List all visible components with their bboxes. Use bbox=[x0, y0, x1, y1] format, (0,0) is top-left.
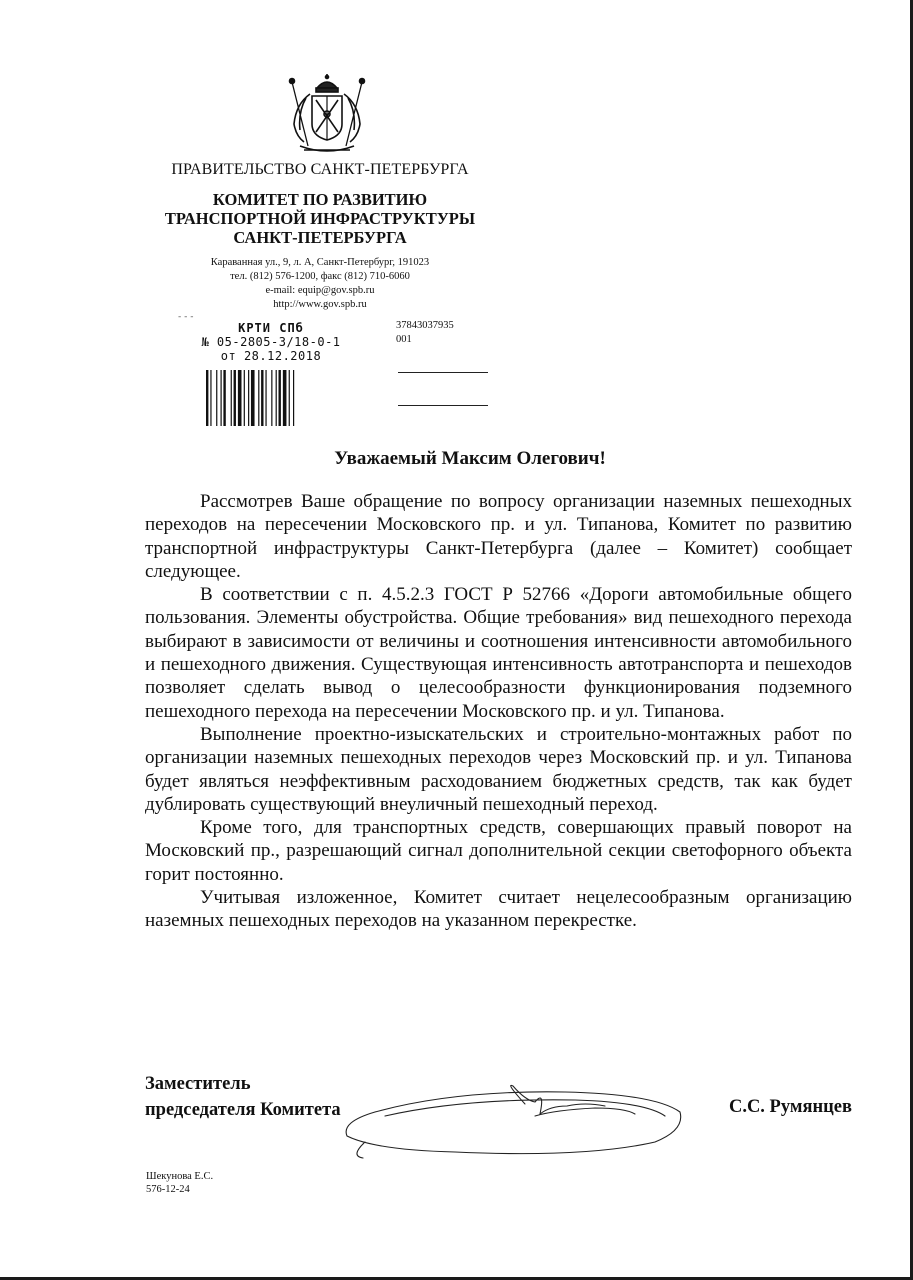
incoming-reg-number: 37843037935 bbox=[396, 320, 454, 331]
spb-coat-of-arms-icon bbox=[286, 74, 368, 156]
executor-block bbox=[146, 1170, 213, 1196]
stamp-organization: КРТИ СПб bbox=[238, 321, 304, 335]
committee-line: ТРАНСПОРТНОЙ ИНФРАСТРУКТУРЫ bbox=[164, 209, 476, 228]
contact-block bbox=[140, 256, 500, 312]
paragraph: Рассмотрев Ваше обращение по вопросу организации наземных пешеходных переходов на пересечении Московского пр. и ул. Типанова, Комитет по развитию транспортной инфраструктуры Санкт-Петербурга (далее – Комитет) сообщает следующее. bbox=[145, 491, 852, 582]
stamp-number: № 05-2805-3/18-0-1 bbox=[201, 335, 341, 349]
paragraph: Кроме того, для транспортных средств, совершающих правый поворот на Московский пр., разрешающий сигнал дополнительной секции светофорного объекта горит постоянно. bbox=[145, 817, 852, 885]
registration-stamp bbox=[196, 321, 346, 363]
incoming-reg-suffix: 001 bbox=[396, 334, 412, 345]
government-name: ПРАВИТЕЛЬСТВО САНКТ-ПЕТЕРБУРГА bbox=[171, 161, 469, 178]
blank-line bbox=[398, 405, 488, 406]
committee-line: КОМИТЕТ ПО РАЗВИТИЮ bbox=[212, 190, 428, 209]
barcode-icon bbox=[206, 370, 326, 426]
paragraph: Выполнение проектно-изыскательских и строительно-монтажных работ по организации наземных пешеходных переходов через Московский пр. и ул. Типанова будет являться неэффективным расходованием бюджетных средств, так как будет дублировать существующий внеуличный пешеходный переход. bbox=[145, 723, 852, 815]
address: Караванная ул., 9, л. А, Санкт-Петербург, 191023 bbox=[210, 257, 430, 268]
salutation: Уважаемый Максим Олегович! bbox=[334, 448, 606, 469]
paragraph: Учитывая изложенное, Комитет считает нецелесообразным организацию наземных пешеходных переходов на указанном перекрестке. bbox=[145, 887, 852, 932]
committee-line: САНКТ-ПЕТЕРБУРГА bbox=[233, 228, 407, 247]
executor-phone: 576-12-24 bbox=[146, 1184, 190, 1195]
stamp-date: от 28.12.2018 bbox=[220, 349, 322, 363]
signatory-title-line: Заместитель bbox=[145, 1074, 251, 1094]
committee-name bbox=[140, 190, 500, 247]
signatory-title bbox=[145, 1071, 341, 1123]
executor-name: Шекунова Е.С. bbox=[146, 1171, 214, 1182]
paragraph: В соответствии с п. 4.5.2.3 ГОСТ Р 52766 «Дороги автомобильные общего пользования. Элементы обустройства. Общие требования» вид пешеходного перехода выбирают в зависимости от величины и соотношения интенсивности автомобильного и пешеходного движения. Существующая интенсивность автотранспорта и пешеходов позволяет сделать вывод о целесообразности функционирования подземного пешеходного перехода на пересечении Московского пр. и ул. Типанова. bbox=[145, 584, 852, 722]
phone-fax: тел. (812) 576-1200, факс (812) 710-6060 bbox=[230, 271, 410, 282]
blank-line bbox=[398, 372, 488, 373]
handwritten-signature-icon bbox=[335, 1072, 705, 1162]
letter-body bbox=[145, 490, 852, 933]
scan-mark: - - - bbox=[178, 312, 194, 322]
signatory-name: С.С. Румянцев bbox=[728, 1097, 852, 1117]
email: e-mail: equip@gov.spb.ru bbox=[265, 285, 375, 296]
signatory-title-line: председателя Комитета bbox=[145, 1100, 341, 1120]
website: http://www.gov.spb.ru bbox=[273, 299, 367, 310]
